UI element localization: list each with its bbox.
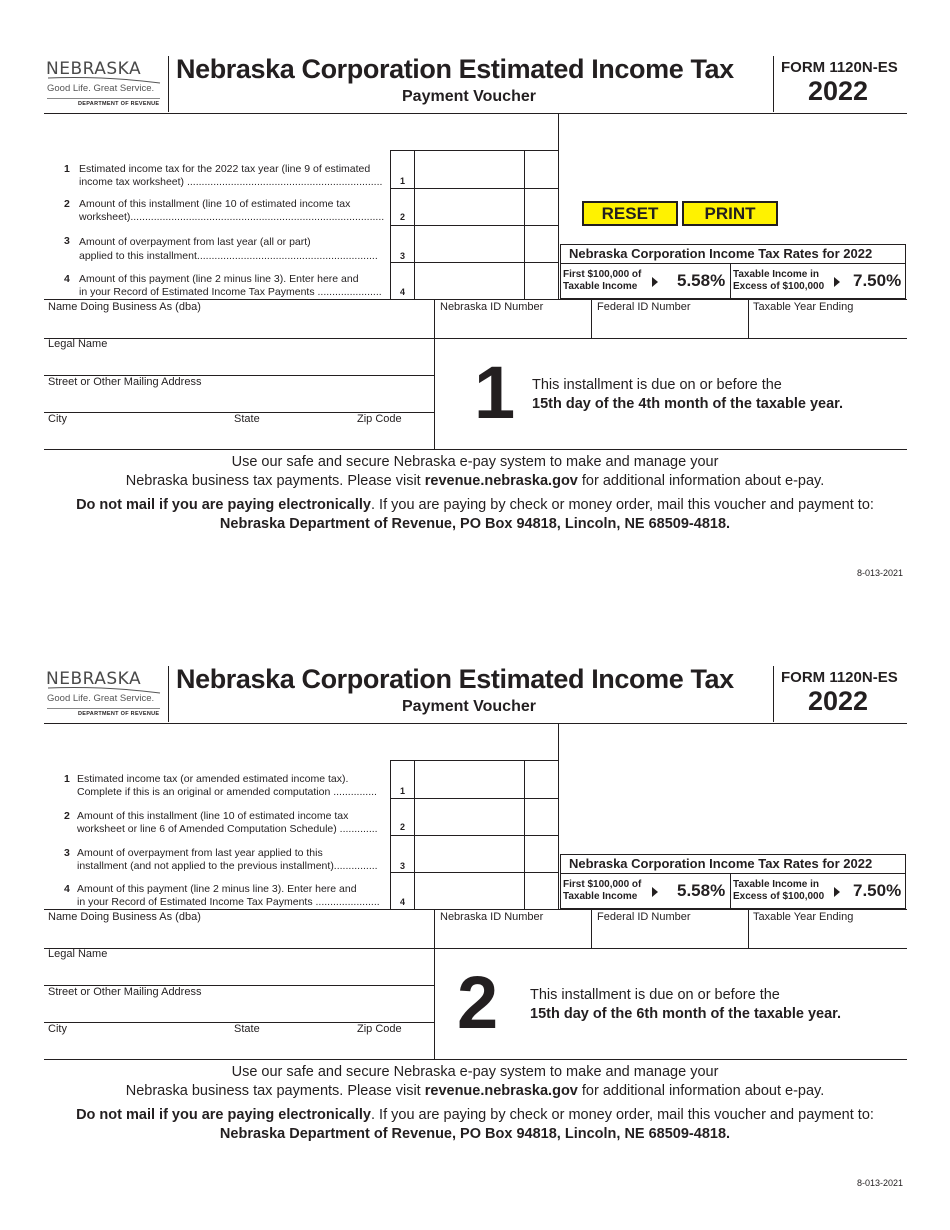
state-input[interactable] (230, 427, 350, 448)
rates-title: Nebraska Corporation Income Tax Rates for 2022 (569, 246, 873, 261)
nebraska-id-input[interactable] (436, 315, 590, 337)
rate-low-value: 5.58% (677, 881, 726, 900)
line-2-amount-input[interactable] (415, 190, 524, 224)
logo-wordmark: NEBRASKA (46, 669, 142, 689)
line-4-number: 4 (64, 883, 70, 895)
federal-id-input[interactable] (593, 925, 747, 947)
legal-name-label: Legal Name (48, 948, 108, 960)
line-4-box-number: 4 (400, 287, 406, 297)
nebraska-id-label: Nebraska ID Number (440, 911, 544, 923)
installment-number: 1 (474, 351, 516, 434)
line-2-amount-input[interactable] (415, 800, 524, 834)
form-title: Nebraska Corporation Estimated Income Tax (176, 664, 734, 694)
line-2-cents-input[interactable] (525, 800, 558, 834)
grid-divider (748, 909, 749, 948)
line-3-amount-input[interactable] (415, 837, 524, 871)
rate-low-label: First $100,000 of Taxable Income (563, 269, 642, 292)
line-1-amount-input[interactable] (415, 152, 524, 187)
section-rule (44, 1059, 907, 1060)
line-4-label: Amount of this payment (line 2 minus line 3). Enter here and in your Record of Estimated Income Tax Payments ...................... (77, 883, 380, 908)
grid-divider (748, 299, 749, 338)
grid-divider (434, 299, 435, 449)
name-dba-label: Name Doing Business As (dba) (48, 301, 201, 313)
tax-year-ending-label: Taxable Year Ending (753, 911, 854, 923)
logo-tagline: Good Life. Great Service. (47, 83, 155, 94)
epay-notice: Use our safe and secure Nebraska e-pay system to make and manage your Nebraska business tax payments. Please visit revenue.nebraska.gov for additional information about e-pay. (125, 454, 825, 489)
form-code: 8-013-2021 (857, 1178, 904, 1188)
zip-label: Zip Code (357, 1023, 402, 1035)
line-1-number: 1 (64, 163, 70, 175)
line-3-label: Amount of overpayment from last year applied to this installment (and not applied to the previous installment)............... (77, 847, 378, 872)
voucher-installment-1 (0, 0, 950, 600)
logo-department: DEPARTMENT OF REVENUE (78, 101, 160, 107)
line-3-number: 3 (64, 235, 70, 247)
line-3-number: 3 (64, 847, 70, 859)
tax-year-ending-label: Taxable Year Ending (753, 301, 854, 313)
arrow-right-icon (834, 277, 840, 287)
line-2-label: Amount of this installment (line 10 of estimated income tax worksheet)....................................................................................... (79, 198, 385, 223)
line-2-number: 2 (64, 198, 70, 210)
city-label: City (48, 413, 67, 425)
line-2-box-number: 2 (400, 822, 406, 832)
form-id-box (773, 666, 907, 722)
city-input[interactable] (45, 1037, 225, 1058)
line-4-box-number: 4 (400, 897, 406, 907)
name-dba-input[interactable] (45, 315, 433, 337)
logo-wordmark: NEBRASKA (46, 59, 142, 79)
header-rule (44, 723, 907, 724)
zip-label: Zip Code (357, 413, 402, 425)
form-number: FORM 1120N-ES (781, 669, 898, 686)
form-subtitle: Payment Voucher (402, 698, 536, 715)
rate-low-label: First $100,000 of Taxable Income (563, 879, 642, 902)
state-label: State (234, 413, 260, 425)
logo-rule (47, 98, 160, 99)
legal-name-input[interactable] (45, 353, 433, 374)
line-3-label: Amount of overpayment from last year (all or part) applied to this installment.............................................................. (79, 236, 378, 262)
form-subtitle: Payment Voucher (402, 88, 536, 105)
line-4-label: Amount of this payment (line 2 minus line 3). Enter here and in your Record of Estimated Income Tax Payments ...................... (79, 273, 382, 298)
form-year: 2022 (808, 686, 869, 716)
state-input[interactable] (230, 1037, 350, 1058)
arrow-right-icon (834, 887, 840, 897)
mail-notice: Do not mail if you are paying electronically. If you are paying by check or money order, mail this voucher and payment to: Nebraska Department of Revenue, PO Box 94818, Lincoln, NE 68509-4818. (76, 1107, 874, 1142)
line-4-amount-input[interactable] (415, 264, 524, 298)
street-input[interactable] (45, 1000, 433, 1021)
grid-rule (390, 225, 558, 226)
federal-id-label: Federal ID Number (597, 911, 691, 923)
line-4-amount-input[interactable] (415, 874, 524, 908)
rate-low-value: 5.58% (677, 271, 726, 290)
name-dba-input[interactable] (45, 925, 433, 947)
line-1-amount-input[interactable] (415, 762, 524, 797)
tax-year-ending-input[interactable] (750, 925, 906, 947)
grid-divider (558, 723, 559, 909)
grid-divider (558, 113, 559, 299)
logo-department: DEPARTMENT OF REVENUE (78, 711, 160, 717)
line-1-cents-input[interactable] (525, 762, 558, 797)
rates-title: Nebraska Corporation Income Tax Rates for 2022 (569, 856, 873, 871)
zip-input[interactable] (354, 1037, 432, 1058)
form-year: 2022 (808, 76, 869, 106)
federal-id-input[interactable] (593, 315, 747, 337)
line-2-box-number: 2 (400, 212, 406, 222)
grid-rule (390, 835, 558, 836)
logo-rule (47, 708, 160, 709)
grid-rule (390, 188, 558, 189)
grid-rule (390, 150, 558, 151)
row-rule (44, 338, 907, 339)
installment-number: 2 (457, 961, 499, 1044)
nebraska-logo (44, 666, 169, 722)
rates-divider (730, 264, 731, 299)
city-input[interactable] (45, 427, 225, 448)
grid-rule (390, 262, 558, 263)
grid-rule (390, 798, 558, 799)
mail-notice: Do not mail if you are paying electronically. If you are paying by check or money order, mail this voucher and payment to: Nebraska Department of Revenue, PO Box 94818, Lincoln, NE 68509-4818. (76, 497, 874, 532)
rate-high-value: 7.50% (853, 271, 902, 290)
id-row-rule (44, 909, 907, 910)
line-2-number: 2 (64, 810, 70, 822)
legal-name-label: Legal Name (48, 338, 108, 350)
line-3-amount-input[interactable] (415, 227, 524, 261)
nebraska-id-input[interactable] (436, 925, 590, 947)
print-button[interactable]: PRINT (682, 201, 778, 226)
street-label: Street or Other Mailing Address (48, 376, 202, 388)
line-3-box-number: 3 (400, 251, 406, 261)
line-1-label: Estimated income tax for the 2022 tax year (line 9 of estimated income tax worksheet) ................................................................... (79, 163, 383, 188)
nebraska-id-label: Nebraska ID Number (440, 301, 544, 313)
arrow-right-icon (652, 277, 658, 287)
line-1-label: Estimated income tax (or amended estimated income tax). Complete if this is an original or amended computation ............... (77, 773, 377, 798)
grid-rule (390, 872, 558, 873)
id-row-rule (44, 299, 907, 300)
grid-divider (434, 909, 435, 1059)
form-title: Nebraska Corporation Estimated Income Tax (176, 54, 734, 84)
logo-tagline: Good Life. Great Service. (47, 693, 155, 704)
line-1-cents-input[interactable] (525, 152, 558, 187)
line-3-cents-input[interactable] (525, 837, 558, 871)
row-rule (44, 948, 907, 949)
line-3-box-number: 3 (400, 861, 406, 871)
rate-high-label: Taxable Income in Excess of $100,000 (733, 269, 825, 292)
line-1-number: 1 (64, 773, 70, 785)
arrow-right-icon (652, 887, 658, 897)
grid-rule (390, 760, 558, 761)
line-4-cents-input[interactable] (525, 874, 558, 908)
form-code: 8-013-2021 (857, 568, 904, 578)
rates-divider (730, 874, 731, 909)
state-label: State (234, 1023, 260, 1035)
voucher-installment-2 (0, 610, 950, 1210)
line-2-cents-input[interactable] (525, 190, 558, 224)
rate-high-label: Taxable Income in Excess of $100,000 (733, 879, 825, 902)
line-4-cents-input[interactable] (525, 264, 558, 298)
due-date-text: This installment is due on or before the 15th day of the 6th month of the taxable year. (530, 987, 842, 1022)
nebraska-logo (44, 56, 169, 112)
federal-id-label: Federal ID Number (597, 301, 691, 313)
tax-year-ending-input[interactable] (750, 315, 906, 337)
line-2-label: Amount of this installment (line 10 of estimated income tax worksheet or line 6 of Amended Computation Schedule) ............. (77, 810, 378, 835)
grid-divider (591, 909, 592, 948)
section-rule (44, 449, 907, 450)
street-label: Street or Other Mailing Address (48, 986, 202, 998)
line-4-number: 4 (64, 273, 70, 285)
due-date-text: This installment is due on or before the 15th day of the 4th month of the taxable year. (532, 377, 844, 412)
zip-input[interactable] (354, 427, 432, 448)
reset-button[interactable]: RESET (582, 201, 678, 226)
header-rule (44, 113, 907, 114)
form-number: FORM 1120N-ES (781, 59, 898, 76)
city-label: City (48, 1023, 67, 1035)
line-1-box-number: 1 (400, 786, 406, 796)
legal-name-input[interactable] (45, 963, 433, 984)
rate-high-value: 7.50% (853, 881, 902, 900)
form-id-box (773, 56, 907, 112)
line-3-cents-input[interactable] (525, 227, 558, 261)
epay-notice: Use our safe and secure Nebraska e-pay system to make and manage your Nebraska business tax payments. Please visit revenue.nebraska.gov for additional information about e-pay. (125, 1064, 825, 1099)
street-input[interactable] (45, 390, 433, 411)
name-dba-label: Name Doing Business As (dba) (48, 911, 201, 923)
line-1-box-number: 1 (400, 176, 406, 186)
grid-divider (591, 299, 592, 338)
